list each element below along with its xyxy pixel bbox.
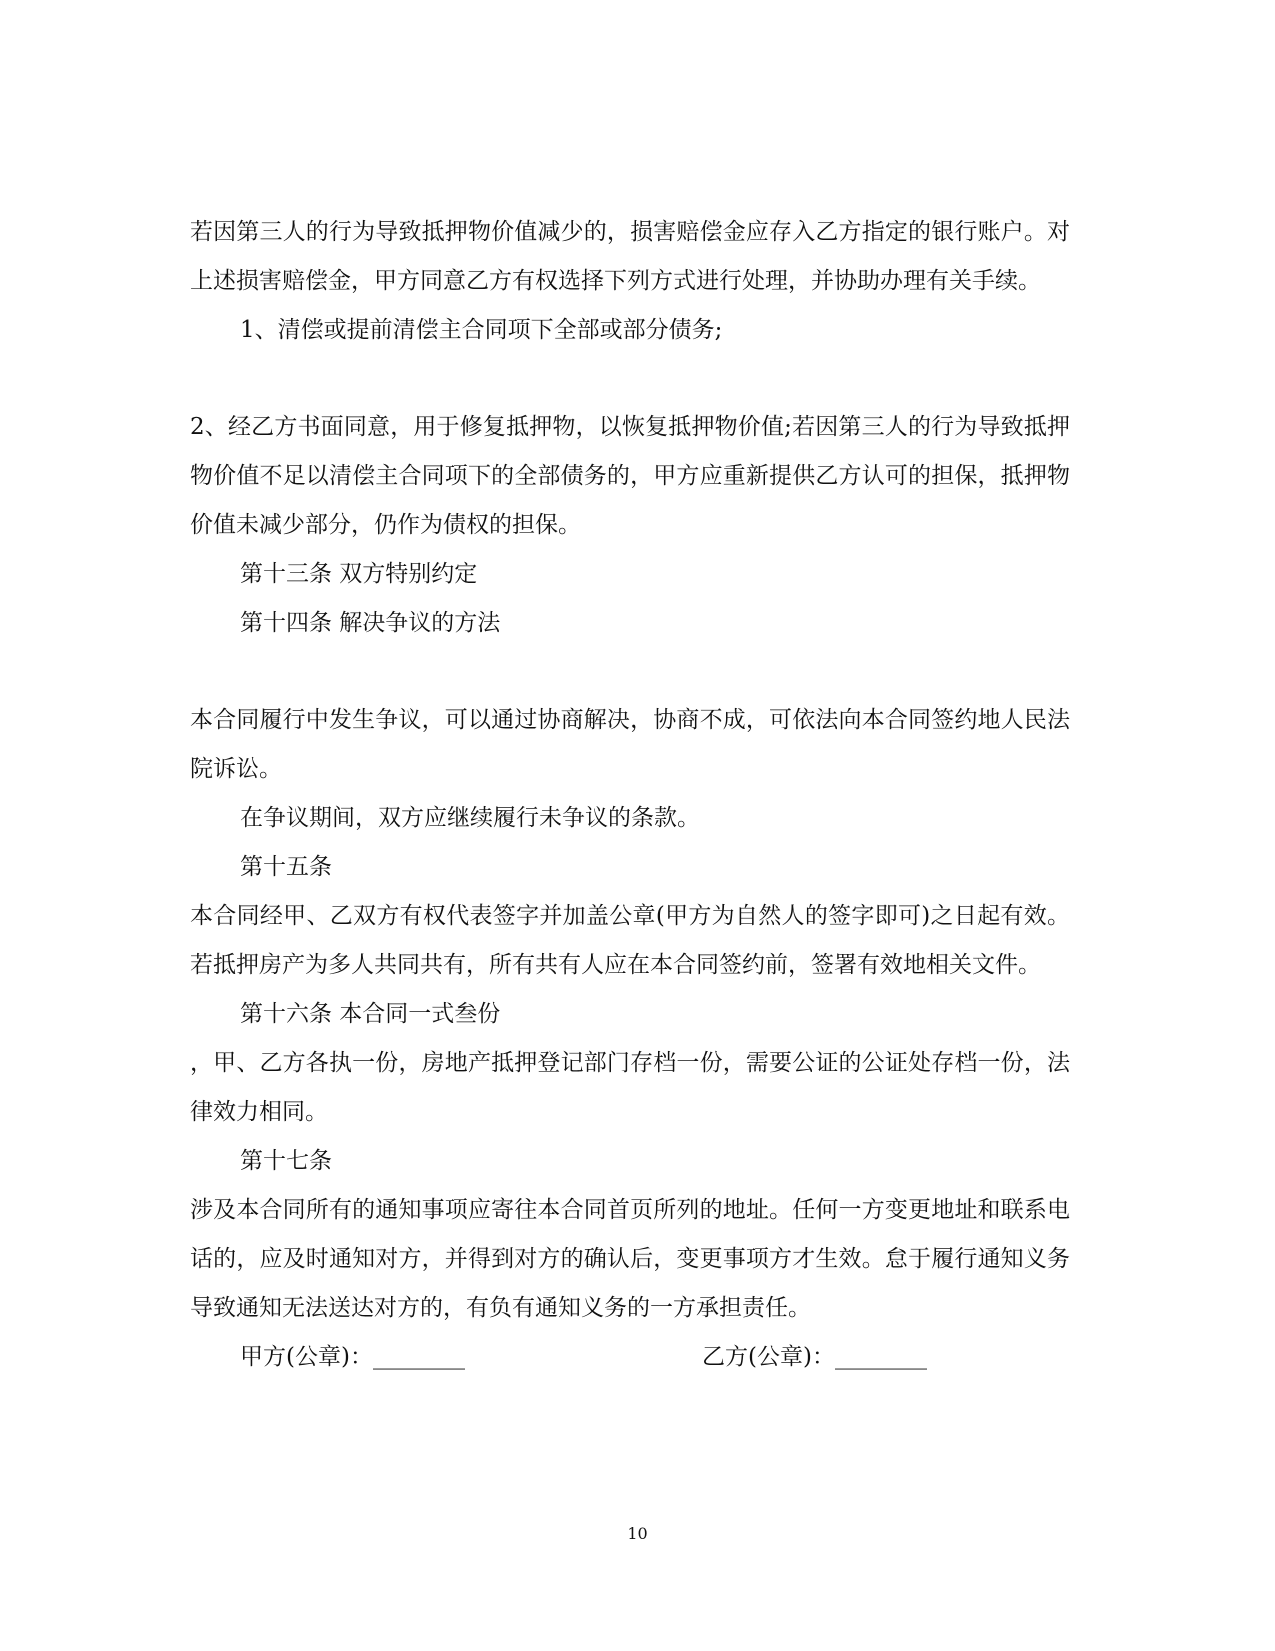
paragraph-notices: 涉及本合同所有的通知事项应寄往本合同首页所列的地址。任何一方变更地址和联系电话的，应及时通知对方，并得到对方的确认后，变更事项方才生效。怠于履行通知义务导致通知无法送达对方的，有负有通知义务的一方承担责任。 [190, 1197, 1070, 1321]
heading-article-13: 第十三条 双方特别约定 [240, 561, 478, 587]
paragraph-spacer [190, 648, 1070, 696]
paragraph-continue-performance: 在争议期间，双方应继续履行未争议的条款。 [240, 805, 700, 831]
heading-article-16: 第十六条 本合同一式叁份 [240, 1001, 501, 1027]
page-number: 10 [627, 1524, 648, 1543]
paragraph-dispute-resolution: 本合同履行中发生争议，可以通过协商解决，协商不成，可依法向本合同签约地人民法院诉讼。 [190, 707, 1070, 782]
heading-article-15: 第十五条 [240, 854, 332, 880]
contract-body [190, 208, 1070, 1382]
party-a-seal-line: 甲方(公章)：________ [240, 1344, 465, 1370]
paragraph-copies: ，甲、乙方各执一份，房地产抵押登记部门存档一份，需要公证的公证处存档一份，法律效力相同。 [190, 1050, 1070, 1125]
heading-article-14: 第十四条 解决争议的方法 [240, 610, 501, 636]
signature-row [190, 1333, 1070, 1382]
paragraph-damages-account: 若因第三人的行为导致抵押物价值减少的，损害赔偿金应存入乙方指定的银行账户。对上述损害赔偿金，甲方同意乙方有权选择下列方式进行处理，并协助办理有关手续。 [190, 219, 1070, 294]
paragraph-effective-date: 本合同经甲、乙双方有权代表签字并加盖公章(甲方为自然人的签字即可)之日起有效。若抵押房产为多人共同共有，所有共有人应在本合同签约前，签署有效地相关文件。 [190, 903, 1070, 978]
party-b-seal-line: 乙方(公章)：________ [702, 1344, 927, 1370]
heading-article-17: 第十七条 [240, 1148, 332, 1174]
list-item-repay-debt: 1、清偿或提前清偿主合同项下全部或部分债务; [240, 317, 723, 343]
paragraph-spacer [190, 355, 1070, 403]
list-item-repair-collateral: 2、经乙方书面同意，用于修复抵押物，以恢复抵押物价值;若因第三人的行为导致抵押物价值不足以清偿主合同项下的全部债务的，甲方应重新提供乙方认可的担保，抵押物价值未减少部分，仍作为债权的担保。 [190, 414, 1070, 538]
